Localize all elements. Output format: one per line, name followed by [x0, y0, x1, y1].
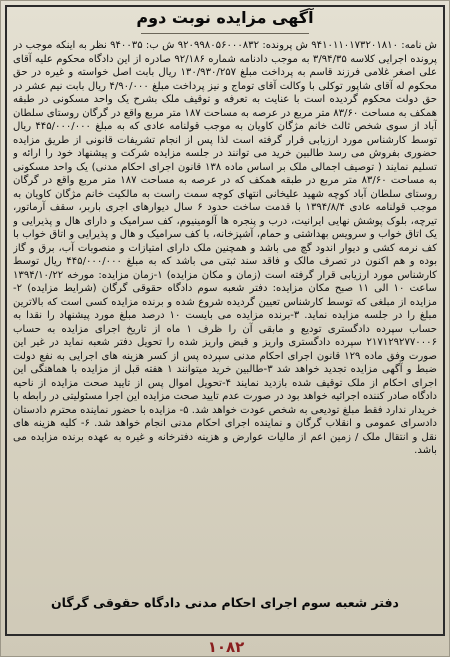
- notice-paragraph: ش نامه: ۹۴۱۰۱۱۰۱۷۳۲۰۱۸۱۰ ش پرونده: ۹۲۰۹۹۸۰۵۶۰۰۰۸۳۲ ش ب: ۹۴۰۰۳۵ نظر به اینکه موجب در پرونده اجرایی کلاسه ۳/۹۴/۳۵ به موجب دادنامه شماره ۹۲/۱۸۶ صادره از این دادگاه محکوم علیه آقای علی اصغر غلامی فرزند قاسم به پرداخت مبلغ ۱۳۰/۹۳۰/۲۵۷ ریال بابت اصل خواسته و غیره در حق محکوم له آقای شاپور توکلی با وکالت آقای توماج و نیز پرداخت مبلغ ۴/۹۰/۰۰۰ ریال بابت نیم عشر در حق دولت محکوم گردیده است با عنایت به تعرفه و توقیف ملک بشرح یک واحد مسکونی در طبقه همکف به مساحت ۸۳/۶۰ متر مربع در عرصه به مساحت ۱۸۷ متر مربع واقع در گرگان روستای سلطان آباد از سوی شخص ثالث خانم مژگان کاویان به موجب قولنامه عادی که به مبلغ ۴۴۵/۰۰۰/۰۰۰ ریال توسط کارشناس مورد ارزیابی قرار گرفته است لذا پس از انجام تشریفات قانونی از طریق مزایده حضوری بفروش می رسد طالبین خرید می توانند در جلسه مزایده شرکت و پیشنهاد خود را ارائه و تسلیم نمایند ( توصیف اجمالی ملک بر اساس ماده ۱۳۸ قانون اجرای احکام مدنی) یک واحد مسکونی به مساحت ۸۳/۶۰ متر مربع در طبقه همکف که در عرصه به مساحت ۱۸۷ متر مربع واقع در گرگان روستای سلطان آباد کوچه شهید علیخانی انتهای کوچه سمت راست به مالکیت خانم مژگان کاویان به موجب قولنامه عادی ۱۳۹۴/۸/۴ با قدمت ساخت حدود ۶ سال دیوارهای اجری باربر، سقف آرماتور، تیرچه، بلوک پوشش نهایی ایرانیت، درب و پنجره ها آلومینیوم، کف سرامیک و دارای هال و پذیرایی و یک اتاق خواب و سرویس بهداشتی و حمام، آشپزخانه، با کف سرامیک و هال و پذیرایی و اتاق خواب با کف نرمه کشی و دیوار اندود گچ می باشد و همچنین ملک دارای امتیازات و منصوبات آب، برق و گاز بوده و هم اکنون در تصرف مالک و فاقد سند ثبتی می باشد که به مبلغ ۴۴۵/۰۰۰/۰۰۰ ریال توسط کارشناس مورد ارزیابی قرار گرفته است (زمان و مکان مزایده) ۱-زمان مزایده: مورخه ۱۳۹۴/۱۰/۲۲ ساعت ۱۰ الی ۱۱ صبح مکان مزایده: دفتر شعبه سوم دادگاه حقوقی گرگان (شرایط مزایده) ۲- مزایده از مبلغی که توسط کارشناس تعیین گردیده شروع شده و برنده مزایده کسی است که بالاترین مبلغ را در جلسه مزایده نماید. ۳-برنده مزایده می بایست ۱۰ درصد مبلغ مورد پیشنهاد را نقدا به حساب سپرده دادگستری تودیع و مابقی آن را ظرف ۱ ماه از تاریخ اجرای مزایده به حساب ۲۱۷۱۲۹۲۷۷۰۰۰۶ سپرده دادگستری واریز و قبض واریز شده را تحویل دفتر شعبه نماید در غیر این صورت وفق ماده ۱۲۹ قانون اجرای احکام مدنی سپرده پس از کسر هزینه های اجرایی به نفع دولت ضبط و آگهی مزایده تجدید خواهد شد ۳-طالبین خرید میتوانند ۱ هفته قبل از مزایده با هماهنگی این اجرای احکام از ملک توقیف شده بازدید نمایند ۴-تحویل اموال پس از تایید صحت مزایده از ناحیه دادگاه صادر کننده اجرائیه خواهد بود در صورت عدم تایید صحت مزایده این اجرا مسئولیتی در رابطه با خریدار ندارد فقط مبلغ تودیعی به شخص عودت خواهد شد. ۵- مزایده با حضور نماینده محترم دادستان دادسرای عمومی و انقلاب گرگان و نماینده اجرای احکام مدنی انجام خواهد شد. ۶- کلیه هزینه های نقل و انتقال ملک / زمین اعم از مالیات عوارض و هزینه دفترخانه و غیره به عهده برنده مزایده می باشد.: [13, 40, 437, 456]
- title-divider: [141, 33, 309, 34]
- page-marker: ۱۰۸۲: [207, 638, 245, 656]
- notice-signature: دفتر شعبه سوم اجرای احکام مدنی دادگاه حقوقی گرگان: [51, 595, 399, 610]
- notice-title: آگهی مزایده نوبت دوم: [136, 8, 314, 27]
- notice-body: [13, 39, 437, 579]
